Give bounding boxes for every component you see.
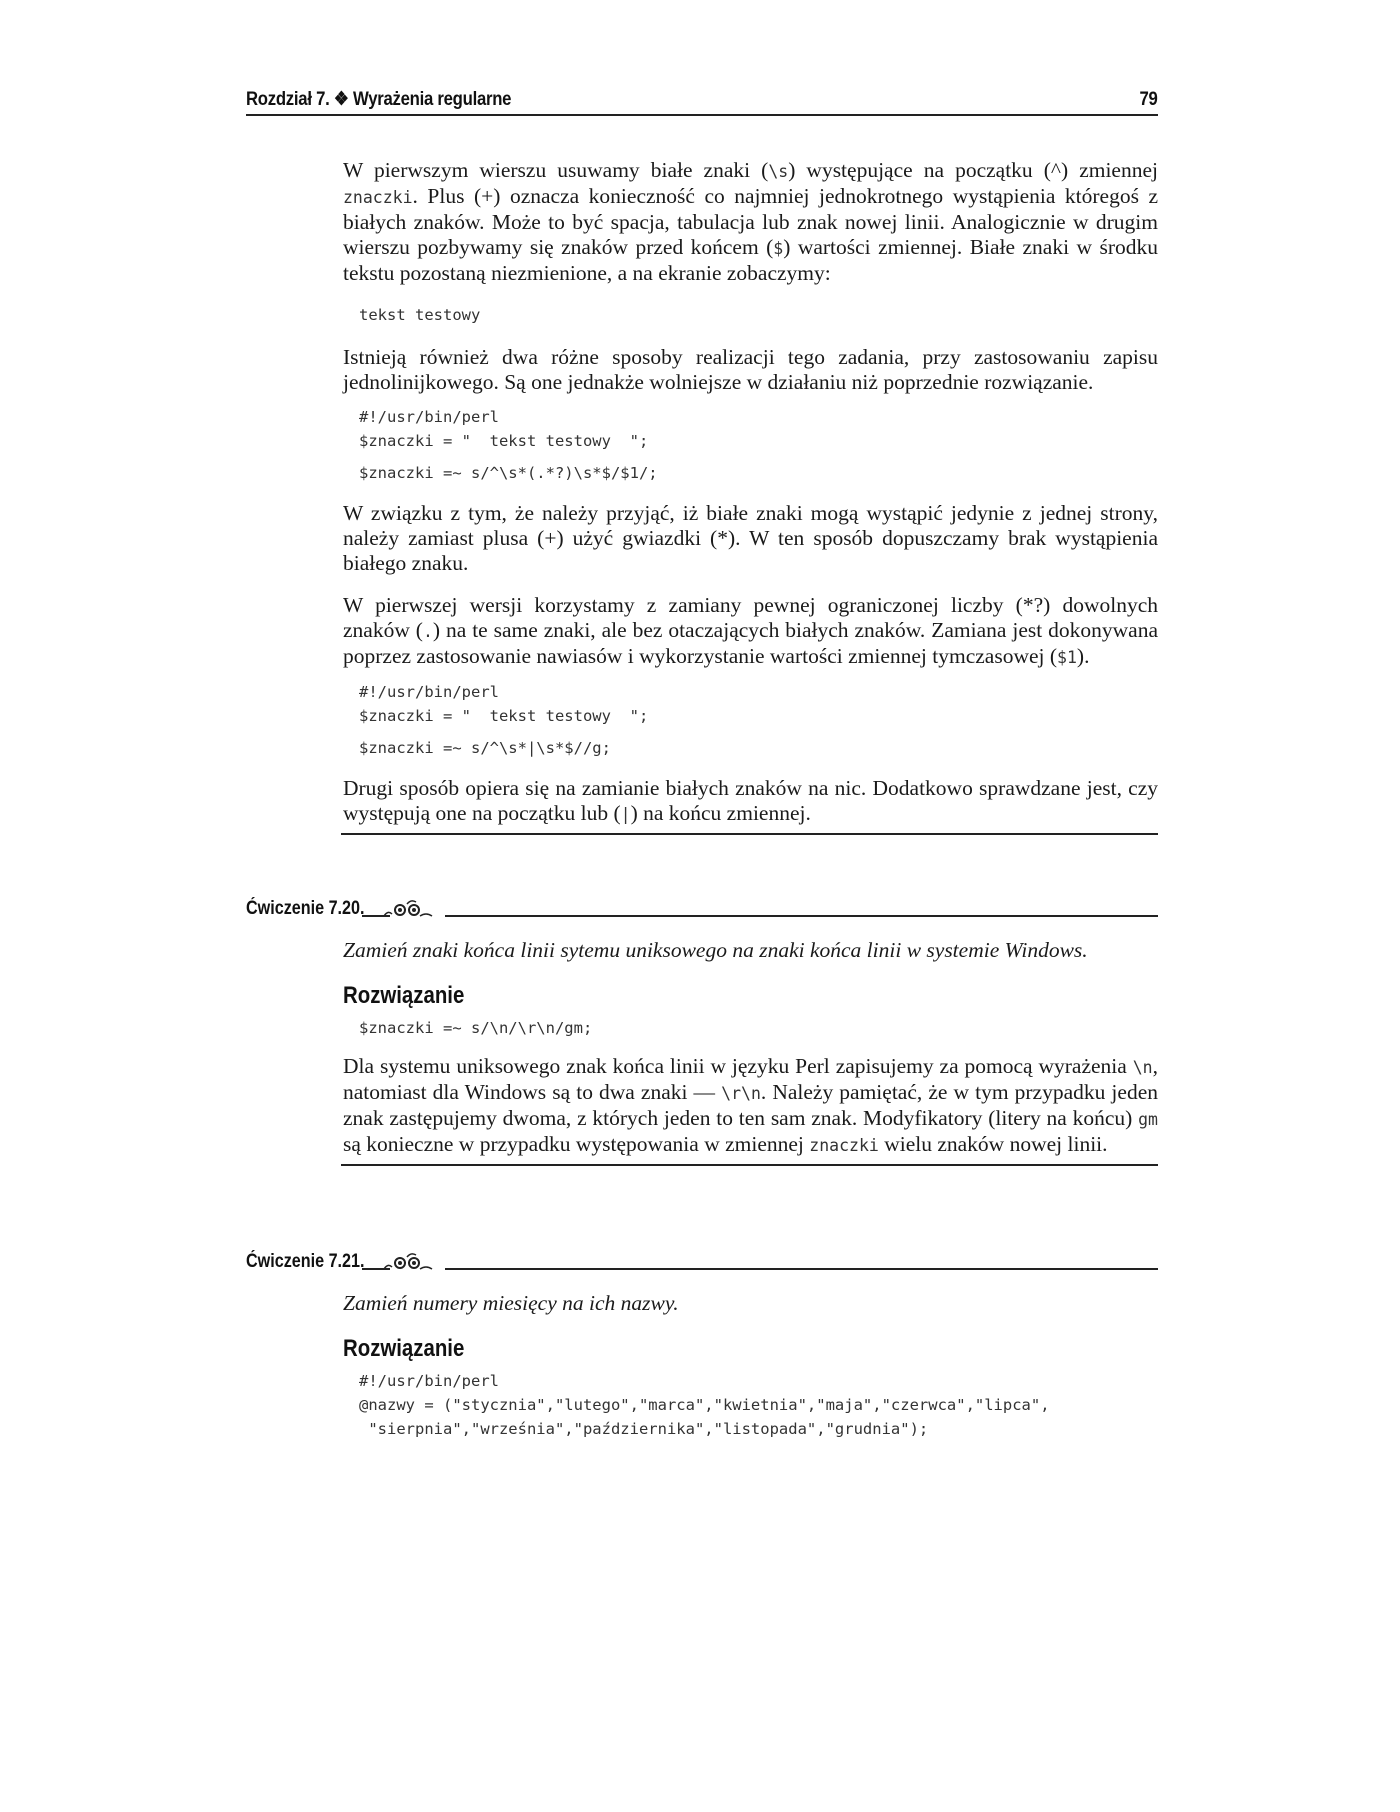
ornament-icon <box>360 898 445 920</box>
intro-section <box>343 158 1158 835</box>
paragraph: W pierwszym wierszu usuwamy białe znaki (\s) występujące na początku (^) zmiennej znaczki. Plus (+) oznacza konieczność co najmniej jednokrotnego wystąpienia któregoś z białych znaków. Może to być spacja, tabulacja lub znak nowej linii. Analogicznie w drugim wierszu pozbywamy się znaków przed końcem ($) wartości zmiennej. Białe znaki w środku tekstu pozostaną niezmienione, a na ekranie zobaczymy: <box>343 158 1158 285</box>
page-number: 79 <box>1139 89 1158 110</box>
paragraph: Dla systemu uniksowego znak końca linii w języku Perl zapisujemy za pomocą wyrażenia \n, natomiast dla Windows są to dwa znaki — \r\n. Należy pamiętać, że w tym przypadku jeden znak zastępujemy dwoma, z których jeden to ten sam znak. Modyfikatory (litery na końcu) gm są konieczne w przypadku występowania w zmiennej znaczki wielu znaków nowej linii. <box>343 1054 1158 1156</box>
paragraph: W pierwszej wersji korzystamy z zamiany pewnej ograniczonej liczby (*?) dowolnych znaków (.) na te same znaki, ale bez otaczających białych znaków. Zamiana jest dokonywana poprzez zastosowanie nawiasów i wykorzystanie wartości zmiennej tymczasowej ($1). <box>343 593 1158 668</box>
code-block: #!/usr/bin/perl $znaczki = " tekst testowy "; <box>359 408 649 450</box>
exercise-7-20-body <box>343 938 1158 1166</box>
exercise-7-21-body <box>343 1291 1158 1455</box>
section-divider <box>341 833 1158 835</box>
section-divider <box>341 1164 1158 1166</box>
code-block: #!/usr/bin/perl @nazwy = ("stycznia","lutego","marca","kwietnia","maja","czerwca","lipca", "sierpnia","września","października","listopada","grudnia"); <box>359 1372 1050 1438</box>
exercise-title: Ćwiczenie 7.20. <box>246 898 365 919</box>
code-block: #!/usr/bin/perl $znaczki = " tekst testowy "; <box>359 683 649 725</box>
heading-rule <box>445 1268 1158 1270</box>
paragraph: W związku z tym, że należy przyjąć, iż białe znaki mogą wystąpić jedynie z jednej strony, należy zamiast plusa (+) użyć gwiazdki (*). W ten sposób dopuszczamy brak wystąpienia białego znaku. <box>343 501 1158 575</box>
paragraph: Istnieją również dwa różne sposoby realizacji tego zadania, przy zastosowaniu zapisu jednolinijkowego. Są one jednakże wolniejsze w działaniu niż poprzednie rozwiązanie. <box>343 345 1158 394</box>
paragraph: Drugi sposób opiera się na zamianie białych znaków na nic. Dodatkowo sprawdzane jest, czy występują one na początku lub (|) na końcu zmiennej. <box>343 776 1158 825</box>
code-block: $znaczki =~ s/^\s*(.*?)\s*$/$1/; <box>359 464 658 482</box>
exercise-task: Zamień numery miesięcy na ich nazwy. <box>343 1291 679 1315</box>
code-output: tekst testowy <box>359 306 481 324</box>
solution-heading: Rozwiązanie <box>343 1335 465 1362</box>
code-block: $znaczki =~ s/^\s*|\s*$//g; <box>359 739 611 757</box>
chapter-title: Rozdział 7. ❖ Wyrażenia regularne <box>246 89 512 110</box>
exercise-heading-7-20 <box>246 890 1158 920</box>
heading-rule <box>445 915 1158 917</box>
exercise-title: Ćwiczenie 7.21. <box>246 1251 365 1272</box>
exercise-heading-7-21 <box>246 1243 1158 1273</box>
ornament-icon <box>360 1251 445 1273</box>
running-header <box>246 84 1158 116</box>
solution-heading: Rozwiązanie <box>343 982 465 1009</box>
code-block: $znaczki =~ s/\n/\r\n/gm; <box>359 1019 593 1037</box>
exercise-task: Zamień znaki końca linii sytemu uniksowego na znaki końca linii w systemie Windows. <box>343 938 1088 962</box>
